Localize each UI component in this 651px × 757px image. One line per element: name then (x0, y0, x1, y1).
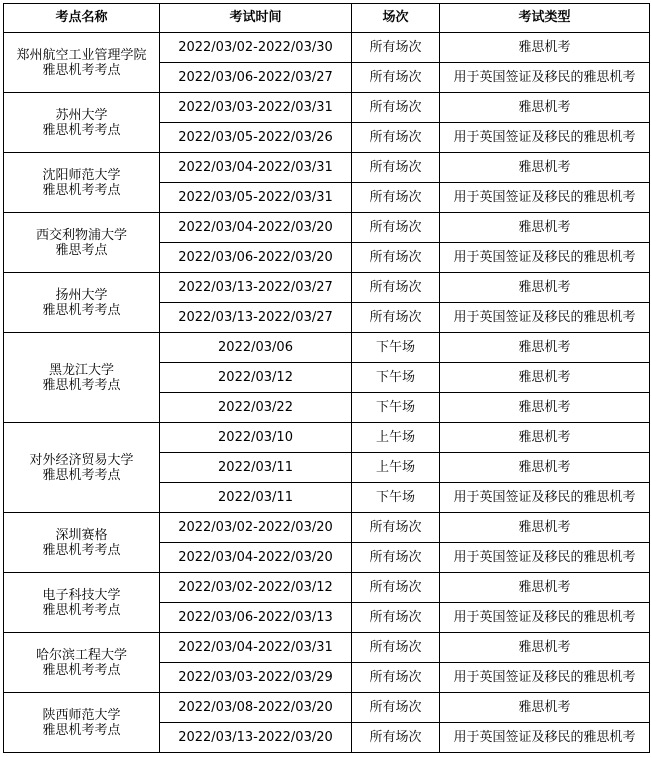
exam-time-cell: 2022/03/13-2022/03/27 (160, 303, 352, 333)
venue-name: 黑龙江大学 (48, 362, 114, 378)
exam-type-cell: 雅思机考 (440, 573, 650, 603)
session-cell: 所有场次 (352, 693, 440, 723)
venue-subtitle: 雅思机考考点 (42, 182, 121, 198)
venue-subtitle: 雅思考点 (55, 242, 108, 258)
table-row (4, 423, 650, 453)
exam-venue-table (3, 3, 650, 753)
exam-type-cell: 雅思机考 (440, 393, 650, 423)
venue-name-cell (4, 33, 160, 93)
exam-type-cell: 雅思机考 (440, 423, 650, 453)
table-row (4, 93, 650, 123)
table-row (4, 633, 650, 663)
venue-name-cell (4, 273, 160, 333)
session-cell: 所有场次 (352, 93, 440, 123)
exam-type-cell: 雅思机考 (440, 213, 650, 243)
exam-type-cell: 雅思机考 (440, 33, 650, 63)
exam-type-cell: 雅思机考 (440, 693, 650, 723)
venue-name-cell (4, 333, 160, 423)
session-cell: 上午场 (352, 423, 440, 453)
exam-type-cell: 用于英国签证及移民的雅思机考 (440, 663, 650, 693)
session-cell: 所有场次 (352, 723, 440, 753)
exam-time-cell: 2022/03/02-2022/03/20 (160, 513, 352, 543)
exam-time-cell: 2022/03/11 (160, 453, 352, 483)
venue-name-cell (4, 153, 160, 213)
exam-time-cell: 2022/03/12 (160, 363, 352, 393)
venue-name: 陕西师范大学 (42, 707, 121, 723)
exam-time-cell: 2022/03/10 (160, 423, 352, 453)
exam-type-cell: 用于英国签证及移民的雅思机考 (440, 183, 650, 213)
table-row (4, 573, 650, 603)
venue-name: 电子科技大学 (42, 587, 121, 603)
header-session: 场次 (352, 4, 440, 33)
header-time: 考试时间 (160, 4, 352, 33)
venue-subtitle: 雅思机考考点 (42, 722, 121, 738)
exam-type-cell: 雅思机考 (440, 513, 650, 543)
venue-subtitle: 雅思机考考点 (42, 62, 121, 78)
venue-name: 对外经济贸易大学 (29, 452, 134, 468)
table-row (4, 213, 650, 243)
venue-name-cell (4, 423, 160, 513)
venue-name: 西交利物浦大学 (35, 227, 127, 243)
exam-time-cell: 2022/03/04-2022/03/20 (160, 543, 352, 573)
header-venue: 考点名称 (4, 4, 160, 33)
exam-time-cell: 2022/03/22 (160, 393, 352, 423)
exam-time-cell: 2022/03/05-2022/03/31 (160, 183, 352, 213)
session-cell: 所有场次 (352, 543, 440, 573)
venue-name: 沈阳师范大学 (42, 167, 121, 183)
venue-name-cell (4, 693, 160, 753)
venue-subtitle: 雅思机考考点 (42, 467, 121, 483)
session-cell: 下午场 (352, 363, 440, 393)
exam-time-cell: 2022/03/03-2022/03/29 (160, 663, 352, 693)
session-cell: 所有场次 (352, 573, 440, 603)
venue-name: 苏州大学 (55, 107, 108, 123)
session-cell: 上午场 (352, 453, 440, 483)
venue-name-cell (4, 513, 160, 573)
venue-subtitle: 雅思机考考点 (42, 122, 121, 138)
exam-type-cell: 用于英国签证及移民的雅思机考 (440, 483, 650, 513)
session-cell: 所有场次 (352, 273, 440, 303)
exam-type-cell: 用于英国签证及移民的雅思机考 (440, 63, 650, 93)
exam-schedule (3, 3, 649, 753)
venue-name-cell (4, 93, 160, 153)
exam-time-cell: 2022/03/03-2022/03/31 (160, 93, 352, 123)
exam-type-cell: 用于英国签证及移民的雅思机考 (440, 603, 650, 633)
session-cell: 下午场 (352, 393, 440, 423)
exam-type-cell: 用于英国签证及移民的雅思机考 (440, 543, 650, 573)
venue-subtitle: 雅思机考考点 (42, 377, 121, 393)
exam-time-cell: 2022/03/06-2022/03/13 (160, 603, 352, 633)
exam-type-cell: 雅思机考 (440, 453, 650, 483)
session-cell: 所有场次 (352, 303, 440, 333)
session-cell: 所有场次 (352, 153, 440, 183)
exam-type-cell: 雅思机考 (440, 333, 650, 363)
session-cell: 下午场 (352, 333, 440, 363)
exam-type-cell: 用于英国签证及移民的雅思机考 (440, 303, 650, 333)
venue-name: 扬州大学 (55, 287, 108, 303)
exam-type-cell: 用于英国签证及移民的雅思机考 (440, 123, 650, 153)
session-cell: 所有场次 (352, 183, 440, 213)
exam-type-cell: 雅思机考 (440, 273, 650, 303)
session-cell: 所有场次 (352, 603, 440, 633)
exam-time-cell: 2022/03/06 (160, 333, 352, 363)
exam-type-cell: 雅思机考 (440, 93, 650, 123)
header-row (4, 4, 650, 33)
table-row (4, 693, 650, 723)
session-cell: 所有场次 (352, 33, 440, 63)
header-type: 考试类型 (440, 4, 650, 33)
session-cell: 所有场次 (352, 63, 440, 93)
session-cell: 所有场次 (352, 243, 440, 273)
session-cell: 所有场次 (352, 513, 440, 543)
venue-name-cell (4, 573, 160, 633)
exam-type-cell: 雅思机考 (440, 363, 650, 393)
exam-time-cell: 2022/03/02-2022/03/12 (160, 573, 352, 603)
table-row (4, 153, 650, 183)
venue-name: 郑州航空工业管理学院 (16, 47, 147, 63)
exam-type-cell: 雅思机考 (440, 153, 650, 183)
exam-time-cell: 2022/03/02-2022/03/30 (160, 33, 352, 63)
exam-time-cell: 2022/03/06-2022/03/27 (160, 63, 352, 93)
venue-name: 哈尔滨工程大学 (35, 647, 127, 663)
exam-type-cell: 用于英国签证及移民的雅思机考 (440, 723, 650, 753)
exam-time-cell: 2022/03/08-2022/03/20 (160, 693, 352, 723)
venue-name-cell (4, 633, 160, 693)
table-row (4, 513, 650, 543)
exam-time-cell: 2022/03/13-2022/03/27 (160, 273, 352, 303)
exam-time-cell: 2022/03/04-2022/03/31 (160, 633, 352, 663)
session-cell: 所有场次 (352, 633, 440, 663)
exam-time-cell: 2022/03/11 (160, 483, 352, 513)
venue-subtitle: 雅思机考考点 (42, 542, 121, 558)
table-row (4, 333, 650, 363)
table-row (4, 33, 650, 63)
session-cell: 所有场次 (352, 123, 440, 153)
exam-time-cell: 2022/03/04-2022/03/31 (160, 153, 352, 183)
table-body (4, 33, 650, 753)
session-cell: 下午场 (352, 483, 440, 513)
venue-name-cell (4, 213, 160, 273)
venue-subtitle: 雅思机考考点 (42, 662, 121, 678)
exam-type-cell: 用于英国签证及移民的雅思机考 (440, 243, 650, 273)
exam-type-cell: 雅思机考 (440, 633, 650, 663)
venue-subtitle: 雅思机考考点 (42, 602, 121, 618)
exam-time-cell: 2022/03/06-2022/03/20 (160, 243, 352, 273)
exam-time-cell: 2022/03/13-2022/03/20 (160, 723, 352, 753)
venue-subtitle: 雅思机考考点 (42, 302, 121, 318)
exam-time-cell: 2022/03/05-2022/03/26 (160, 123, 352, 153)
table-row (4, 273, 650, 303)
exam-time-cell: 2022/03/04-2022/03/20 (160, 213, 352, 243)
venue-name: 深圳赛格 (55, 527, 108, 543)
session-cell: 所有场次 (352, 213, 440, 243)
session-cell: 所有场次 (352, 663, 440, 693)
